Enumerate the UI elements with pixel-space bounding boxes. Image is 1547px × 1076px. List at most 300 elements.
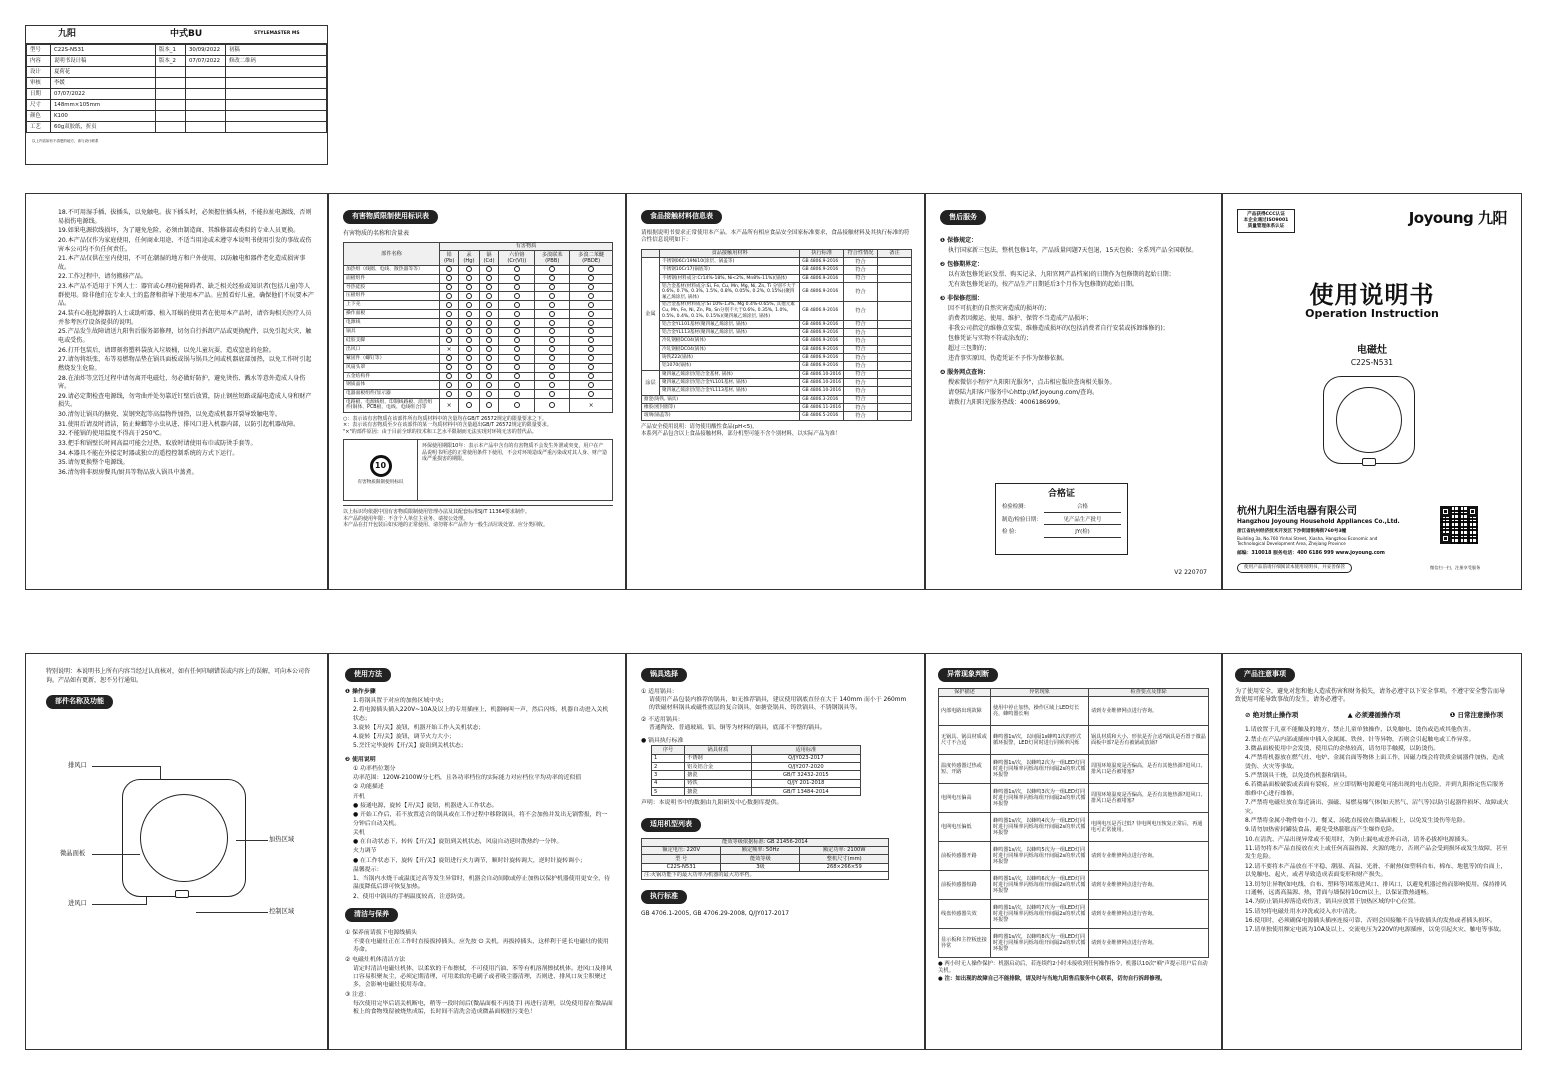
product-model: C22S-N531 (1350, 358, 1394, 367)
qr-caption: 微信扫一扫，注册享受服务 (1430, 565, 1481, 570)
usage-desc-line: 关机 (353, 829, 365, 836)
company-address-en: Building 3a, No.760 Yinhai Street, Xiasha, Hangzhou Economic and Technological Development Area, Zhejiang Province (1237, 536, 1378, 547)
std-cell: 铝及铝合金 (685, 763, 752, 771)
std-cell: Q/JY023-2017 (751, 754, 860, 762)
circle-mark-icon (549, 382, 555, 388)
spec-value: C22S-N531 (51, 45, 156, 56)
usage-desc-line: ● 在自动状态下，转转【开/关】旋钮到关机状态，风扇自动延时散热约一分钟。 (353, 839, 563, 846)
food-material: 铝合金YL101基材(聚四氟乙烯涂层, 锅体) (660, 320, 800, 328)
product-name: 电磁灶 (1357, 345, 1387, 356)
cover-title-cn: 使用说明书 (1309, 280, 1435, 309)
food-result: 符合 (844, 404, 878, 412)
hazard-cell (459, 310, 479, 319)
hazard-row (344, 345, 613, 354)
service-s1-list (940, 246, 1209, 255)
food-standard: GB 4806.10-2016 (800, 379, 844, 387)
food-row (642, 274, 912, 282)
badge-line-3: 质量管理体系认证 (1247, 223, 1285, 229)
fault-cell: 蜂鸣器1s/次，以蜂鸣7次为一组LED灯同时进行同频率闪烁每组开间隔2s的形式循环报警 (991, 900, 1089, 929)
hazard-col: 镉(Cd) (479, 251, 499, 266)
food-standard: GB 4806.9-2016 (800, 362, 844, 370)
safety-item: 30.清勿让锅具的搪瓷、炭钢突起等高温物件加热，以免造成机器开裂导致触电等。 (58, 411, 281, 419)
version-code: V2 220707 (1174, 568, 1207, 576)
food-row (642, 370, 912, 378)
hazard-cell (499, 354, 535, 363)
panel-cover (1222, 193, 1522, 590)
std-cell: 3 (652, 771, 685, 779)
usage-desc-line: ● 接通电源，旋转【开/关】旋钮，机器进入工作状态。 (353, 802, 498, 809)
food-row (642, 283, 912, 302)
hazard-title: 有害物质限制使用标识表 (343, 210, 438, 224)
hazard-cell (535, 381, 570, 390)
food-standard: GB 4806.9-2016 (800, 283, 844, 302)
model-col: 整机尺寸(mm) (800, 855, 889, 863)
hazard-cell (440, 274, 459, 283)
notice-item: 1.请放置于儿童不能触及的地方，禁止儿童单独操作，以免触电、烫伤或造成其他伤害。 (1245, 727, 1475, 734)
hazard-cell (459, 336, 479, 345)
hazard-col: 多溴二苯醚(PBDE) (570, 251, 613, 266)
company-contact: 邮编：310018 服务电话：400 6186 999 www.joyoung.com (1237, 551, 1385, 556)
circle-mark-icon (588, 337, 594, 343)
safety-item: 28.在油炸等烹饪过程中请勿离开电磁灶，勿必做好防护，避免烫伤、溅水等意外造成人身伤害。 (58, 374, 306, 391)
food-standard: GB 4806.10-2016 (800, 370, 844, 378)
spec-change (226, 89, 327, 100)
service-s3-list (940, 304, 1209, 363)
hazard-part: 电路板、电源线组、印制线路板、消音组件(铜体、PCB板、电线、电线组合)等 (344, 399, 440, 413)
circle-mark-icon (466, 311, 472, 317)
hazard-cell (535, 336, 570, 345)
food-standard: GB 4806.9-2016 (800, 345, 844, 353)
rated-voltage: 额定电压: 220V (642, 846, 721, 854)
panel-notice (1222, 653, 1522, 1050)
spec-label: 日期 (27, 89, 51, 100)
fault-cell: 请到专业维修网点进行咨询。 (1089, 871, 1209, 900)
food-standard: GB 4806.9-2016 (800, 329, 844, 337)
hazard-row (344, 319, 613, 328)
service-item: 包修凭证与实物不符或涂改的； (948, 334, 1033, 342)
hazard-cell (499, 390, 535, 399)
spec-label: 型号 (27, 45, 51, 56)
hazard-cell (499, 345, 535, 354)
label-panel: 微晶面板 (60, 850, 86, 857)
legend-daily: ❶ 日常注意操作项 (1449, 710, 1503, 719)
hazard-cell (499, 319, 535, 328)
legend-prohibit: ⊘ 绝对禁止操作项 (1245, 710, 1299, 719)
spec-value: 夏荷花 (51, 67, 156, 78)
panel-cookware (626, 653, 925, 1050)
circle-mark-icon (486, 320, 492, 326)
food-row (642, 362, 912, 370)
cert-badge (1237, 209, 1295, 233)
food-material: 不锈钢10Cr17(锅底等) (660, 266, 800, 274)
std-row (652, 779, 861, 787)
circle-mark-icon (514, 364, 520, 370)
food-remark (878, 337, 912, 345)
read-manual-pill: 使用产品前请仔细阅读本使用说明书，并妥善保管 (1237, 563, 1352, 573)
notice-item: 8.严禁将金属小物件如小刀、餐叉、汤匙直接放在微晶面板上，以免发生烫伤等危险。 (1245, 817, 1469, 824)
food-table (641, 249, 912, 421)
hazard-part: 紧固件（螺钉等） (344, 354, 440, 363)
hazard-part: 加热组（线圈、电线、散热器等等） (344, 265, 440, 274)
circle-mark-icon (549, 320, 555, 326)
spec-date (186, 111, 226, 122)
circle-mark-icon (588, 382, 594, 388)
usage-desc-line: ① 功率档位划分 (353, 765, 396, 772)
hazard-cell (570, 274, 613, 283)
notice-item: 16.使用时，必须确保电源插头插座连接可靠，否则会因接触不良导致插头的发热或者插头损坏。 (1245, 918, 1496, 925)
food-row (642, 337, 912, 345)
fault-row (939, 929, 1209, 958)
spec-date (186, 67, 226, 78)
hazard-cell (479, 265, 499, 274)
spec-version (156, 111, 186, 122)
fault-cell: 周围环境温度是否偏高，是否有其他热源?进风口、排风口是否被堵塞? (1089, 755, 1209, 784)
hazard-cell (570, 363, 613, 372)
safety-item: 26.打开包装后，请即刻将塑料袋放入垃圾桶，以免儿童玩耍，造成窒息的危险。 (58, 346, 275, 354)
spec-row (27, 78, 327, 89)
spec-value: 148mm×105mm (51, 100, 156, 111)
hazard-cell (440, 363, 459, 372)
circle-mark-icon (466, 328, 472, 334)
food-material: 冷轧钢板DC04(锅体) (660, 345, 800, 353)
hazard-part: 面板组件 (344, 274, 440, 283)
spec-label: 设计 (27, 67, 51, 78)
circle-mark-icon (549, 302, 555, 308)
spec-value: 说明书设计稿 (51, 56, 156, 67)
notice-item: 5.严禁锅具干烧，以免烫伤机器和锅具。 (1245, 773, 1351, 780)
circle-mark-icon (466, 320, 472, 326)
food-row (642, 387, 912, 395)
spec-date (186, 89, 226, 100)
hazard-col-part: 部件名称 (344, 242, 440, 265)
food-result: 符合 (844, 379, 878, 387)
fault-cell: 蜂鸣器1s/次，以间隔1s蜂鸣1次的形式循环报警，LED灯同时进行同频率闪烁 (991, 726, 1089, 755)
safety-item: 20.本产品仅作为家庭使用，任何商业用途、不适当用途或未遵守本说明书使用引发的事故或伤害本公司均不负任何责任。 (58, 236, 312, 253)
service-item: 请拨打九阳阳光服务热线：4006186999。 (948, 398, 1065, 406)
circle-mark-icon (466, 364, 472, 370)
std-cell: 1 (652, 754, 685, 762)
hazard-part: 导热硅胶 (344, 283, 440, 292)
brand-logo: Joyoung 九阳 (1408, 209, 1507, 227)
usage-clean (345, 929, 613, 1017)
hazard-cell (459, 292, 479, 301)
usage-step: 4.旋转【开/关】旋钮，调节火力大小； (353, 734, 455, 741)
spec-version: 版本_1 (156, 45, 186, 56)
circle-mark-icon (588, 355, 594, 361)
hazard-cell (459, 327, 479, 336)
safety-item: 24.装有心脏起搏器的人士或助听器、植入耳蜗的使用者在使用本产品时，请咨询相关医疗人员并参考医疗设备提供的说明。 (58, 310, 312, 326)
safety-item: 35.请勿更换整个电源线。 (58, 459, 129, 467)
circle-mark-icon (588, 293, 594, 299)
food-result: 符合 (844, 329, 878, 337)
spec-version (156, 122, 186, 133)
circle-mark-icon (486, 293, 492, 299)
spec-version (156, 67, 186, 78)
std-cell: 搪瓷 (685, 771, 752, 779)
hazard-cell (570, 283, 613, 292)
hazard-row (344, 381, 613, 390)
hazard-part: 压板组件 (344, 292, 440, 301)
circle-mark-icon (514, 346, 520, 352)
notice-list (1235, 726, 1509, 935)
hazard-cell (570, 390, 613, 399)
hazard-row (344, 265, 613, 274)
legend-must: ▲ 必须遵循操作项 (1347, 710, 1401, 719)
hazard-cell (535, 265, 570, 274)
spec-table (26, 44, 327, 133)
service-s4-list (940, 378, 1209, 407)
hazard-part: 电器面板组件/显示器 (344, 390, 440, 399)
fault-col: 保护描述 (939, 688, 991, 696)
notice-item: 13.切勿让异物(如电线、台布、塑料等)堵塞进风口、排风口，以避免机器过热而影响使用。保持排风口通畅，远离高温源、热，背面与墙保持10cm以上，以保证散热通畅。 (1245, 881, 1507, 896)
hazard-cell (535, 274, 570, 283)
usage-desc-line: ② 功能描述 (353, 784, 384, 791)
safety-item: 25.产品发生故障请送九阳售后服务部修理，切勿自行拆卸产品或更换配件，以免引起火灾，触电或受伤。 (58, 328, 312, 344)
circle-mark-icon (514, 266, 520, 272)
circle-mark-icon (514, 320, 520, 326)
food-result: 符合 (844, 362, 878, 370)
food-row (642, 412, 912, 420)
clean-line: ③ 注意： (345, 991, 370, 998)
circle-mark-icon (486, 382, 492, 388)
circle-mark-icon (466, 266, 472, 272)
food-standard: GB 4806.9-2016 (800, 258, 844, 266)
fault-cell: 请到专业维修网点进行咨询。 (1089, 929, 1209, 958)
spec-change (226, 122, 327, 133)
circle-mark-icon (514, 328, 520, 334)
hazard-part: 风扇头罩 (344, 363, 440, 372)
hazard-cell (499, 363, 535, 372)
fault-cell: 线盘传感器失效 (939, 900, 991, 929)
hazard-cell (535, 354, 570, 363)
usage-steps (345, 697, 613, 751)
std-row (652, 788, 861, 796)
hazard-cell (499, 327, 535, 336)
circle-mark-icon (549, 284, 555, 290)
hazard-cell (479, 390, 499, 399)
food-material: 聚四氟乙烯涂层(铝合金YL101基材, 锅体) (660, 379, 800, 387)
fault-cell: 请到专业维修网点进行咨询。 (1089, 900, 1209, 929)
food-standard: GB 4806.9-2016 (800, 320, 844, 328)
notice-item: 3.微晶面板使用中会发烫，使用后的余热较高，请勿用手触摸，以防烫伤。 (1245, 745, 1440, 752)
food-remark (878, 354, 912, 362)
model-title: 适用机型列表 (641, 818, 701, 832)
food-standard: GB 4806.3-2016 (800, 395, 844, 403)
hazard-row (344, 399, 613, 413)
food-remark (878, 370, 912, 378)
panel-food-contact (626, 193, 925, 590)
usage-step: 1.将锅具置于对应的加热区域中央； (353, 698, 447, 705)
model-table (641, 838, 889, 881)
spec-value: 李媛 (51, 78, 156, 89)
fault-col: 异常现象 (991, 688, 1089, 696)
hazard-cell (570, 327, 613, 336)
hazard-cell (499, 292, 535, 301)
hazard-note: "×"的部件原因：由于目前全球的技术和工艺水平限制而无法实现对环境无害的替代品。 (343, 428, 537, 435)
hazard-notes (343, 416, 613, 436)
food-standard: GB 4806.10-2016 (800, 387, 844, 395)
food-remark (878, 301, 912, 320)
circle-mark-icon (466, 391, 472, 397)
label-intake: 进风口 (68, 900, 87, 907)
circle-mark-icon (549, 373, 555, 379)
safety-item: 31.使用后请及时清洁，防止蟑螂等小虫从进、排风口进入机器内部，以防引起机器故障。 (58, 420, 300, 428)
hazard-cell (570, 336, 613, 345)
circle-mark-icon (486, 266, 492, 272)
hazard-row (344, 327, 613, 336)
panel-usage (328, 653, 626, 1050)
clean-line: 不要在电磁灶正在工作时直接拔掉插头，应先按 ⏻ 关机，再拔掉插头，这样利于延长电磁灶的使用寿命。 (353, 938, 609, 954)
food-standard: GB 4806.9-2016 (800, 354, 844, 362)
recycle-ten-icon: 10 (370, 455, 392, 477)
food-note1: 产品安全使用说明：请勿使用酸性食品(pH<5)。 (641, 423, 758, 430)
food-remark (878, 283, 912, 302)
food-remark (878, 274, 912, 282)
usage-step: 5.烹饪完毕旋转【开/关】旋钮到关机状态； (353, 743, 467, 750)
hazard-cell (479, 301, 499, 310)
circle-mark-icon (549, 266, 555, 272)
cross-mark-icon: × (446, 401, 452, 409)
food-result: 符合 (844, 320, 878, 328)
spec-date (186, 78, 226, 89)
clean-title: 清洁与保养 (345, 908, 398, 922)
service-s2: ❷ 包修期界定： (940, 260, 984, 268)
std-col: 锅具材质 (685, 746, 752, 754)
certificate-label: 检验检测： (1002, 504, 1029, 511)
certificate-label: 制造/检验日期： (1002, 516, 1042, 523)
fault-row (939, 842, 1209, 871)
hazard-cell (459, 301, 479, 310)
company-name-en: Hangzhou Joyoung Household Appliances Co.,Ltd. (1237, 519, 1400, 525)
spec-row (27, 122, 327, 133)
hazard-cell (535, 390, 570, 399)
food-remark (878, 395, 912, 403)
food-row (642, 345, 912, 353)
circle-mark-icon (446, 328, 452, 334)
safety-item: 23.本产品不适用于下列人士：器官或心理功能障碍者、缺乏相关经验或知识者(包括儿童)等人群使用。除非他们在专业人士的监督和指导下使用本产品。应照看好儿童，确保他们不玩要本产品。 (58, 283, 314, 308)
circle-mark-icon (514, 402, 520, 408)
service-item: 以有效包修凭证(发票、购买记录、九阳官网产品档案)的日期作为包修期的起始日期； (948, 270, 1175, 278)
notice-item: 2.禁止在产品内部或插座中插入金属属、铁丝、针等异物，否则会引起触电或工作异常。 (1245, 736, 1475, 743)
hazard-row (344, 390, 613, 399)
cookware-std-title: ● 锅具执行标准 (641, 738, 684, 745)
circle-mark-icon (588, 391, 594, 397)
hazard-col: 六价铬(Cr(VI)) (499, 251, 535, 266)
std-cell: 5 (652, 788, 685, 796)
safety-item: 29.请必定期检查电源线，勿弯曲并处勿靠近钉壁后放置，防止钢丝短路或漏电造成人身和财产损失。 (58, 392, 312, 409)
circle-mark-icon (549, 328, 555, 334)
hazard-part: 电源线 (344, 319, 440, 328)
hazard-cell (499, 381, 535, 390)
notice-title: 产品注意事项 (1235, 668, 1295, 682)
fault-row (939, 871, 1209, 900)
fault-cell: 蜂鸣器1s/次，以蜂鸣5次为一组LED灯同时进行同频率闪烁每组开间隔2s的形式循环报警 (991, 842, 1089, 871)
hazard-cell (535, 363, 570, 372)
food-row (642, 329, 912, 337)
label-exhaust: 排风口 (68, 762, 87, 769)
cross-mark-icon: × (446, 346, 452, 354)
hazard-cell (440, 327, 459, 336)
notice-item: 10.在清洗、产品出现异常或不使用时，为防止漏电或意外启动，请务必拔掉电源插头。 (1245, 836, 1473, 843)
circle-mark-icon (466, 402, 472, 408)
service-item: 消费者因搬运、使用、维护、保管不当造成产品损坏； (948, 314, 1093, 322)
hazard-cell (459, 345, 479, 354)
circle-mark-icon (466, 346, 472, 352)
hazard-cell (440, 390, 459, 399)
hazard-table (343, 242, 613, 413)
circle-mark-icon (446, 382, 452, 388)
hazard-cell (499, 372, 535, 381)
circle-mark-icon (446, 320, 452, 326)
hazard-part: 硅胶支脚 (344, 336, 440, 345)
usage-desc-line: 温馨提示： (353, 866, 383, 873)
hazard-row (344, 301, 613, 310)
food-result: 符合 (844, 274, 878, 282)
circle-mark-icon (486, 346, 492, 352)
food-material: 搪瓷(铸铁, 锅具) (642, 395, 800, 403)
service-item: 违背事实原因、伪造凭证不予作为保修依据。 (948, 354, 1069, 362)
circle-mark-icon (588, 284, 594, 290)
circle-mark-icon (486, 364, 492, 370)
hazard-cell (570, 399, 613, 413)
circle-mark-icon (446, 311, 452, 317)
food-row (642, 379, 912, 387)
circle-mark-icon (466, 382, 472, 388)
fault-note-1: ● 两小时无人操作保护：机器启动后，若连续约2小时未接收到任何操作指令，机器以10次"嘀"声提示用户后自动关机。 (938, 961, 1208, 975)
spec-row (27, 111, 327, 122)
circle-mark-icon (549, 364, 555, 370)
spec-label: 尺寸 (27, 100, 51, 111)
std-col: 适用标准 (751, 746, 860, 754)
spec-date: 07/07/2022 (186, 56, 226, 67)
food-row (642, 395, 912, 403)
food-result: 符合 (844, 345, 878, 353)
usage-desc-line: 开机 (353, 793, 365, 800)
hazard-cell (479, 363, 499, 372)
food-remark (878, 362, 912, 370)
hazard-cell (535, 345, 570, 354)
service-item: 搜索微信小程序"九阳阳光服务"，点击相应版块查询相关服务。 (948, 378, 1116, 386)
service-item: 执行国家新三包法，整机包修1年，产品质量问题7天包退，15天包换；全系列产品全国联保。 (948, 246, 1198, 254)
notice-intro: 为了使用安全，避免对您和他人造成伤害和财务损失，请务必遵守以下安全事项。不遵守安全警告而导致使用可能导致事故的发生，请务必遵守。 (1235, 687, 1506, 704)
circle-mark-icon (446, 302, 452, 308)
food-material: 不锈钢(材料成分:Cr14%-18%, Ni<2%, Mn8%-11%)(锅体) (660, 274, 800, 282)
label-knob: 控制区域 (269, 908, 295, 915)
certificate-title: 合格证 (1047, 489, 1075, 499)
food-result: 符合 (844, 301, 878, 320)
hazard-cell (499, 283, 535, 292)
food-remark (878, 329, 912, 337)
cross-mark-icon: × (588, 401, 594, 409)
circle-mark-icon (466, 275, 472, 281)
food-material: 不锈钢06Cr19Ni10(涂层、锅盖等) (660, 258, 800, 266)
food-row (642, 354, 912, 362)
spec-label: 内容 (27, 56, 51, 67)
hazard-cell (440, 301, 459, 310)
food-group-metal: 金属 (642, 258, 660, 371)
hazard-cell (440, 310, 459, 319)
food-result: 符合 (844, 283, 878, 302)
spec-stylemaster: STYLEMASTER MS (254, 31, 300, 37)
std-cell: 4 (652, 779, 685, 787)
fault-col: 检查要点及排除 (1089, 688, 1209, 696)
std-cell: Q/JY207-2020 (751, 763, 860, 771)
hazard-footer-line: 本产品在打开包装后如实地的正常使用、请勿将本产品作为一般生活垃圾处置、应分类回收。 (343, 522, 549, 529)
usage-desc-line: 火力调节 (353, 848, 377, 855)
service-item: 超过三包期的； (948, 344, 991, 352)
hazard-row (344, 363, 613, 372)
circle-mark-icon (588, 320, 594, 326)
